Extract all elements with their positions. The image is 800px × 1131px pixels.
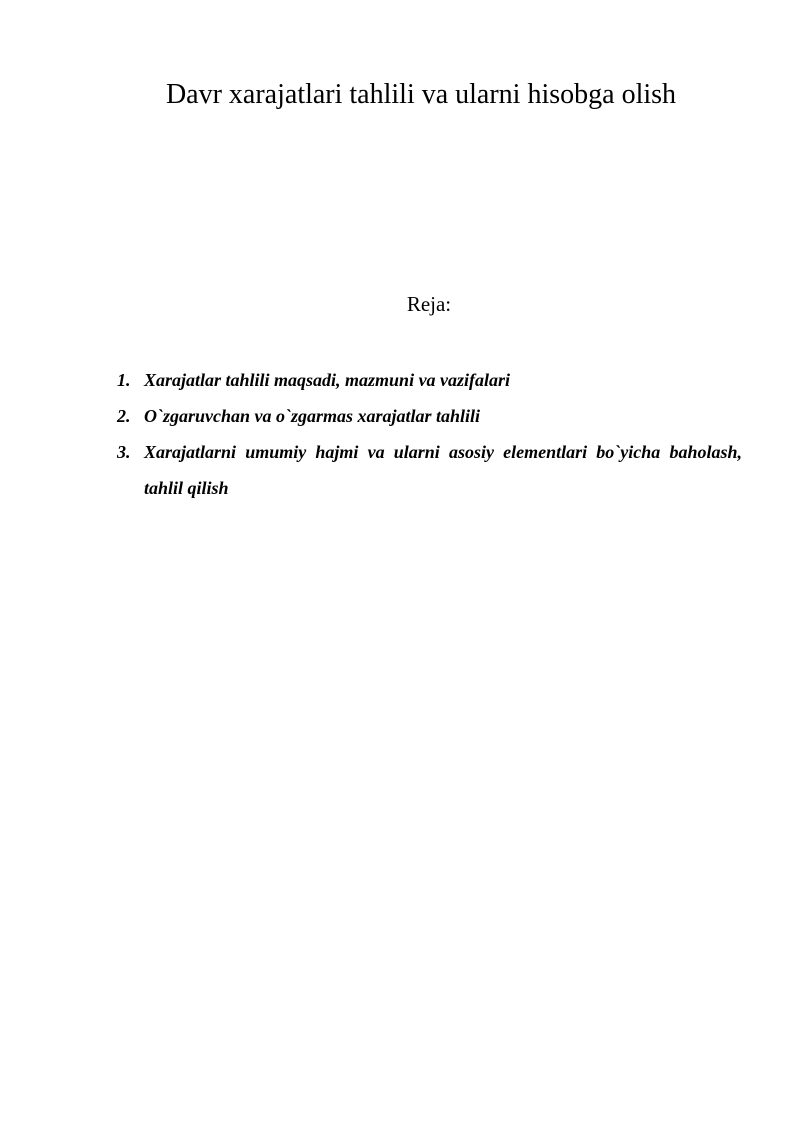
plan-item-number: 2. [117,406,131,426]
plan-item-number: 1. [117,370,131,390]
plan-item-number: 3. [117,442,131,462]
plan-item-text: O`zgaruvchan va o`zgarmas xarajatlar tahlili [144,406,481,426]
document-title: Davr xarajatlari tahlili va ularni hisobga olish [165,79,677,110]
plan-item-1 [112,362,742,398]
plan-item-text: Xarajatlarni umumiy hajmi va ularni asosiy elementlari bo`yicha baholash, tahlil qilish [144,442,742,498]
plan-item-2 [112,398,742,434]
plan-list [112,362,742,506]
plan-heading: Reja: [406,292,452,316]
plan-item-3 [112,434,742,506]
plan-item-text: Xarajatlar tahlili maqsadi, mazmuni va vazifalari [144,370,511,390]
